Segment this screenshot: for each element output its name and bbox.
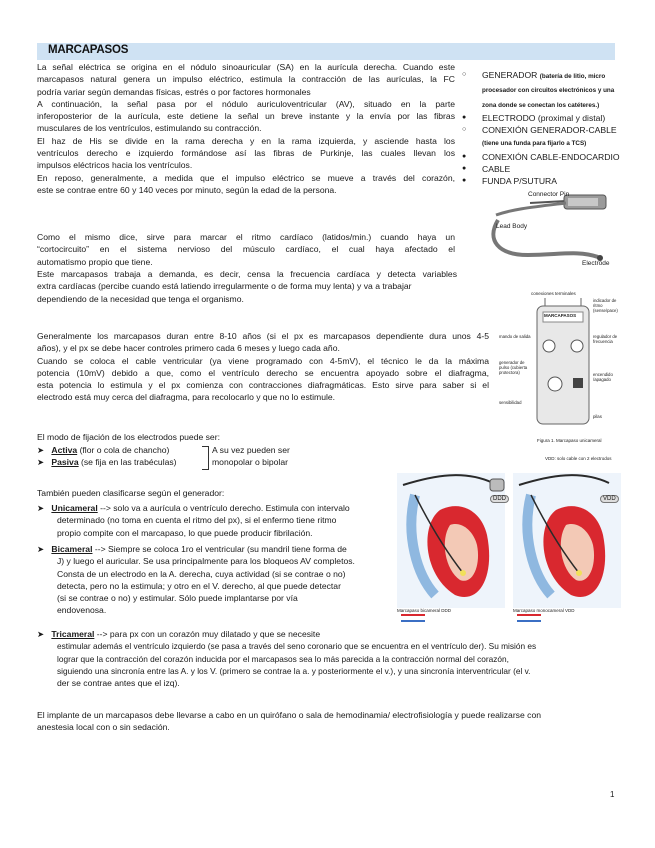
list-item: ● CABLE	[462, 164, 511, 175]
heart-pacemaker-figure	[395, 455, 623, 635]
text-line: electrodo está muy cerca del diafragma, para recolocarlo y que no lo estimule.	[37, 392, 336, 403]
text-line: A continuación, la señal pasa por el nódulo auriculoventricular (AV), situado en la parte	[37, 98, 455, 109]
text-line: Como el mismo dice, sirve para marcar el ritmo cardíaco (latidos/min.) cuando haya un	[37, 232, 455, 242]
bullet-icon: ●	[462, 177, 467, 185]
list-item: ➤ Pasiva (se fija en las trabéculas)	[37, 457, 177, 468]
vdd-note: VDD: solo cable con 2 electrodos	[545, 456, 612, 461]
text-line: podría variar según demandas físicas, estrés o por factores hormonales	[37, 86, 311, 97]
brace	[202, 446, 209, 470]
arrow-bullet-icon: ➤	[37, 457, 45, 468]
list-item: ● ELECTRODO (proximal y distal)	[462, 112, 606, 123]
text-line: Generalmente los marcapasos duran entre 8-10 años (si el px es marcapasos dependiente dura unos 4-5	[37, 331, 489, 341]
paragraph-3	[37, 330, 489, 404]
text-line: Cuando se coloca el cable ventricular (ya viene programado con 4-5mV), el técnico le da la máxima	[37, 355, 489, 366]
paragraph-2	[37, 231, 455, 268]
text-line: ventrículos derecho e izquierdo formándose así las fibras de Purkinje, las cuales llevan los	[37, 148, 455, 159]
rate-indicator-label: indicador de ritmo (sense/pace)	[593, 298, 618, 313]
text-line: Este marcapasos trabaja a demanda, es decir, censa la frecuencia cardíaca y detecta variables	[37, 269, 457, 279]
text-line: inferoposterior de la aurícula, este detiene la señal un breve instante y la envía por las fibras	[37, 111, 455, 122]
vdd-badge: VDD	[600, 495, 619, 503]
pacemaker-device-figure	[497, 288, 622, 453]
bicameral-item: ➤ Bicameral --> Siempre se coloca 1ro el ventricular (su mandril tiene forma de J) y luego el auricular. Se usa principalmente para los bloqueos AV completos. Consta de un electrodo en la A. derecha, cuya actividad (si se contrae o no) detecta, pero no la estimula; y otro en el V. derecho, al que puede detectar (si se contrae o no) y estimular. Sólo puede implantarse por vía endovenosa.	[37, 544, 355, 616]
rate-regulator-label: regulador de frecuencia	[593, 334, 618, 344]
list-item: ➤ Activa (flor o cola de chancho)	[37, 445, 170, 455]
brace-note: A su vez pueden ser monopolar o bipolar	[212, 445, 290, 468]
sensitivity-label: sensibilidad	[499, 400, 522, 405]
arrow-bullet-icon: ➤	[37, 503, 45, 513]
page-title: MARCAPASOS	[48, 44, 129, 56]
lead-body-label: Lead Body	[496, 223, 528, 230]
bullet-icon: ○	[462, 126, 467, 134]
tricameral-item: ➤ Tricameral --> para px con un corazón muy dilatado y que se necesite estimular además el ventrículo izquierdo (se pasa a través del seno coronario que se encuentra en el ventrículo der). Su misión es lograr que la contracción del corazón inducida por el marcapasos sea lo más parecida a la contracción normal del corazón, siguiendo una sincronía entre las A. y los V. (primero se contrae la a. y posteriormente el v.), y una sincronía interventricular (el v. der se contrae antes que el izq).	[37, 629, 537, 689]
text-line: El haz de His se divide en la rama derecha y en la rama izquierda, y asciende hasta los	[37, 135, 455, 146]
text-line: dependiendo de la necesidad que tenga el organismo.	[37, 293, 244, 304]
text-line: El implante de un marcapasos debe llevarse a cabo en un quirófano o sala de hemodinamia/ electrofisiología y puede realizarse con	[37, 710, 541, 720]
bullet-icon: ○	[462, 71, 467, 78]
text-line: anestesia local con o sin sedación.	[37, 722, 170, 733]
text-line: “cortocircuito” en el sistema nervioso del músculo cardíaco, el cual haya afectado el	[37, 244, 455, 255]
text-line: musculares de los ventrículos, estimulando su contracción.	[37, 123, 262, 134]
ddd-badge: DDD	[490, 495, 509, 503]
pulse-generator-label: generador de pulso (cubierta protectora)	[499, 360, 528, 375]
text-line: años), y el px se debe hacer controles primero cada 6 meses y luego cada año.	[37, 343, 340, 354]
output-control-label: mando de salida	[499, 334, 531, 339]
generator-intro: También pueden clasificarse según el generador:	[37, 488, 225, 498]
text-line: marcapasos natural genera un impulso eléctrico, estimula la contracción de las aurículas, la FC	[37, 74, 455, 85]
list-item: ○ GENERADOR (batería de litio, micro procesador con circuitos electrónicos y una zona donde se conectan los catéteres.)	[462, 70, 615, 109]
closing-paragraph	[37, 709, 617, 734]
power-switch-label: encendido /apagado	[593, 372, 613, 382]
list-item: ○ CONEXIÓN GENERADOR-CABLE (tiene una funda para fijarlo a TCS)	[462, 125, 617, 148]
arrow-bullet-icon: ➤	[37, 544, 45, 554]
device-figure-caption: Figura 1. Marcapaso unicameral	[537, 438, 602, 443]
device-name-label: MARCAPASOS	[544, 313, 577, 318]
connector-pin-label: Connector Pin	[528, 191, 570, 198]
vdd-caption: Marcapaso monocameral VDD	[513, 608, 575, 613]
text-line: impulsos eléctricos hacia los ventrículos.	[37, 160, 193, 171]
ddd-caption: Marcapaso bicameral DDD	[397, 608, 452, 613]
batteries-label: pilas	[593, 414, 602, 419]
page-number: 1	[610, 790, 615, 799]
arrow-bullet-icon: ➤	[37, 445, 45, 455]
text-line: La señal eléctrica se origina en el nódulo sinoauricular (SA) en la aurícula derecha. Cuando este	[37, 62, 455, 72]
bullet-icon: ●	[462, 113, 467, 121]
terminals-label: conexiones terminales	[531, 291, 576, 296]
intro-paragraph	[37, 61, 455, 196]
lead-image	[478, 185, 618, 275]
text-line: En reposo, generalmente, a medida que el impulso eléctrico se mueve a través del corazón,	[37, 172, 455, 183]
list-item: ● FUNDA P/SUTURA	[462, 176, 557, 187]
list-item: ● CONEXIÓN CABLE-ENDOCARDIO	[462, 151, 620, 162]
text-line: este se contrae entre 60 y 140 veces por minuto, según la edad de la persona.	[37, 184, 337, 195]
bullet-icon: ●	[462, 165, 467, 173]
paragraph-2b	[37, 268, 497, 305]
electrode-label: Electrode	[582, 260, 610, 267]
text-line: extra cardíacas (percibe cuando está latiendo irregularmente o de forma muy lenta) y va a trabajar	[37, 281, 412, 292]
text-line: esta potencia lo estimula y el px comienza con contracciones diafragmáticas. Esto sirve para saber si el	[37, 380, 489, 391]
unicameral-item: ➤ Unicameral --> solo va a aurícula o ventrículo derecho. Estimula con intervalo determinado (no toma en cuenta el ritmo del px), si el enfermo tiene ritmo propio compite con el marcapaso, lo que puede producir fibrilación.	[37, 503, 350, 538]
text-line: potencia (10mV) debido a que, como el ventrículo derecho se encuentra apoyado sobre el diafragma,	[37, 367, 489, 378]
components-list	[462, 69, 620, 188]
arrow-bullet-icon: ➤	[37, 629, 45, 639]
text-line: automatismo propio que tiene.	[37, 256, 153, 267]
bullet-icon: ●	[462, 152, 467, 160]
fixation-intro: El modo de fijación de los electrodos puede ser:	[37, 432, 220, 442]
